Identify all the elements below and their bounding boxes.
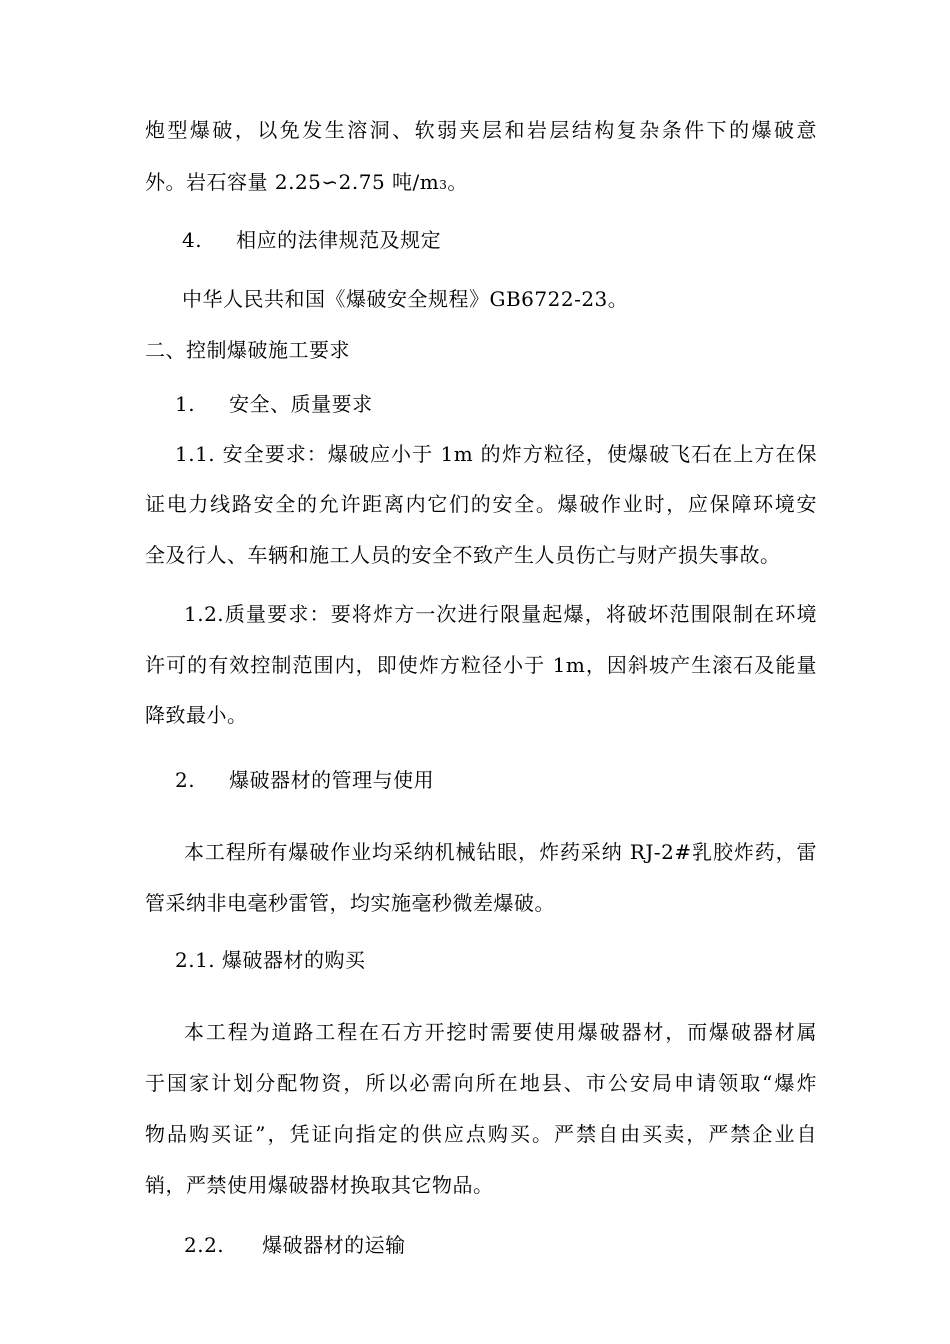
heading-1 [175,392,373,416]
heading-text: 相应的法律规范及规定 [236,228,442,252]
text-run: 。 [447,170,468,194]
section-title: 二、控制爆破施工要求 [145,338,350,362]
heading-text: 爆破器材的管理与使用 [229,768,435,792]
paragraph-line: 降致最小。 [145,703,248,727]
paragraph-line: 证电力线路安全的允许距离内它们的安全。爆破作业时，应保障环境安 [145,492,817,516]
text-run: 外。岩石容量 2.25∽2.75 吨/m [145,170,440,194]
paragraph-line [145,170,468,197]
paragraph-line: 销，严禁使用爆破器材换取其它物品。 [145,1173,494,1197]
paragraph-line: 于国家计划分配物资，所以必需向所在地县、市公安局申请领取“爆炸 [145,1071,817,1095]
heading-number: 4. [182,228,203,252]
heading-text: 安全、质量要求 [229,392,373,416]
paragraph-line: 中华人民共和国《爆破安全规程》GB6722-23。 [182,287,629,311]
subheading-2-2 [184,1233,406,1257]
paragraph-line: 物品购买证”，凭证向指定的供应点购买。严禁自由买卖，严禁企业自 [145,1122,817,1146]
heading-2 [175,768,434,792]
paragraph-line: 本工程为道路工程在石方开挖时需要使用爆破器材，而爆破器材属 [184,1020,817,1044]
heading-text: 爆破器材的运输 [262,1233,406,1257]
heading-number: 2. [175,768,196,792]
subheading-2-1: 2.1. 爆破器材的购买 [175,948,366,972]
heading-4 [182,228,441,252]
paragraph-line: 1.2.质量要求：要将炸方一次进行限量起爆，将破坏范围限制在环境 [184,602,817,626]
heading-number: 2.2. [184,1233,225,1257]
subscript: 3 [439,178,448,192]
paragraph-line: 全及行人、车辆和施工人员的安全不致产生人员伤亡与财产损失事故。 [145,543,781,567]
paragraph-line: 本工程所有爆破作业均采纳机械钻眼，炸药采纳 RJ-2#乳胶炸药，雷 [184,840,817,864]
paragraph-line: 管采纳非电毫秒雷管，均实施毫秒微差爆破。 [145,891,555,915]
paragraph-line: 炮型爆破，以免发生溶洞、软弱夹层和岩层结构复杂条件下的爆破意 [145,118,817,142]
paragraph-line: 1.1. 安全要求：爆破应小于 1m 的炸方粒径，使爆破飞石在上方在保 [175,442,817,466]
paragraph-line: 许可的有效控制范围内，即使炸方粒径小于 1m，因斜坡产生滚石及能量 [145,653,817,677]
heading-number: 1. [175,392,196,416]
